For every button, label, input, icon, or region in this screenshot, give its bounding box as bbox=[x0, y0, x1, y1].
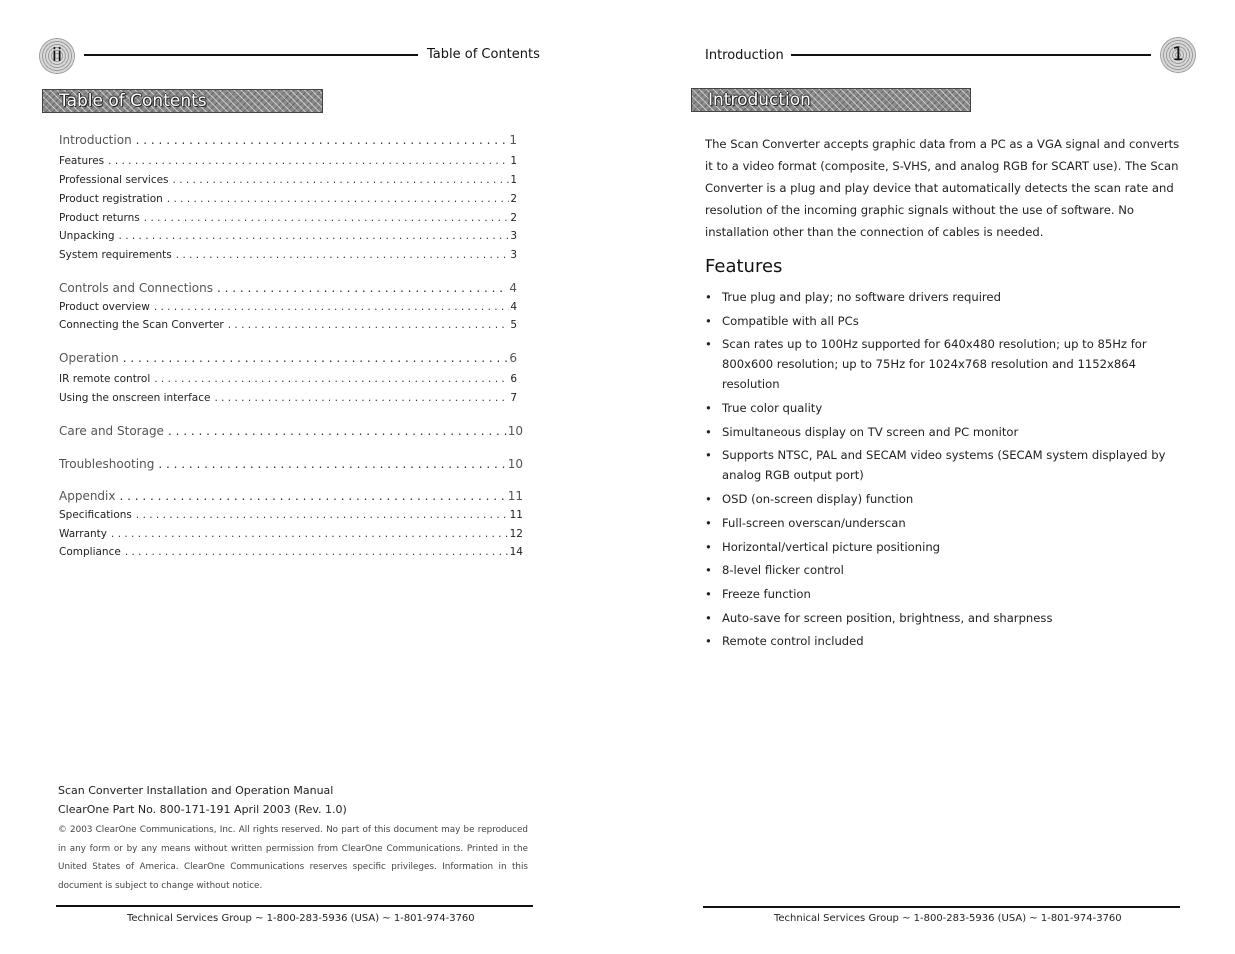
toc-entry-page: 4 bbox=[510, 301, 517, 313]
toc-entry bbox=[59, 319, 517, 331]
toc-leader-dots bbox=[119, 489, 506, 503]
toc-entry bbox=[59, 351, 517, 365]
toc-entry bbox=[59, 281, 517, 295]
feature-item: • Remote control included bbox=[705, 631, 1189, 651]
toc-entry-page: 1 bbox=[509, 133, 517, 147]
left-page bbox=[0, 0, 617, 954]
section-banner bbox=[691, 88, 971, 112]
toc-leader-dots bbox=[173, 174, 510, 186]
toc-leader-dots bbox=[228, 319, 510, 331]
toc-entry-title: Troubleshooting bbox=[59, 457, 155, 471]
toc-entry-title: System requirements bbox=[59, 249, 172, 261]
toc-leader-dots bbox=[111, 528, 509, 540]
feature-item: • OSD (on-screen display) function bbox=[705, 489, 1189, 509]
toc-entry bbox=[59, 212, 517, 224]
copyright-notice: © 2003 ClearOne Communications, Inc. All rights reserved. No part of this document may be reproduced in any form or by any means without written permission from ClearOne Communications. Printed in the United States of America. ClearOne Communications reserves specific privileges. Information in this document is subject to change without notice. bbox=[58, 825, 528, 892]
header-rule bbox=[84, 54, 418, 56]
toc-leader-dots bbox=[136, 509, 509, 521]
feature-item: • 8-level flicker control bbox=[705, 560, 1189, 580]
toc-entry-title: Unpacking bbox=[59, 230, 115, 242]
toc-entry bbox=[59, 249, 517, 261]
feature-item: • Compatible with all PCs bbox=[705, 311, 1189, 331]
toc-entry-title: Warranty bbox=[59, 528, 108, 540]
toc-entry-page: 10 bbox=[507, 424, 523, 438]
toc-entry-title: Appendix bbox=[59, 489, 116, 503]
page-number: 1 bbox=[1171, 43, 1185, 65]
banner-title: Introduction bbox=[708, 90, 811, 110]
page-number-badge bbox=[1160, 37, 1196, 73]
feature-item: • Horizontal/vertical picture positioning bbox=[705, 537, 1189, 557]
toc-leader-dots bbox=[168, 424, 507, 438]
toc-entry-page: 14 bbox=[509, 546, 523, 558]
toc-leader-dots bbox=[144, 212, 510, 224]
page-number: ii bbox=[51, 44, 63, 66]
features-list bbox=[705, 287, 1189, 655]
toc-entry bbox=[59, 546, 523, 558]
toc-entry-title: Features bbox=[59, 155, 105, 167]
toc-leader-dots bbox=[167, 193, 510, 205]
toc-leader-dots bbox=[125, 546, 509, 558]
features-heading: Features bbox=[705, 256, 783, 277]
toc-entry-title: Care and Storage bbox=[59, 424, 164, 438]
footer-rule bbox=[56, 905, 533, 907]
toc-entry bbox=[59, 392, 517, 404]
toc-entry-page: 6 bbox=[509, 351, 517, 365]
section-banner bbox=[42, 89, 323, 113]
toc-entry-title: Introduction bbox=[59, 133, 132, 147]
running-head: Introduction bbox=[705, 48, 784, 63]
toc-entry-page: 10 bbox=[507, 457, 523, 471]
toc-entry-page: 1 bbox=[510, 174, 517, 186]
toc-leader-dots bbox=[154, 373, 509, 385]
toc-entry-page: 2 bbox=[510, 193, 517, 205]
feature-item: • True plug and play; no software drivers required bbox=[705, 287, 1189, 307]
toc-entry-page: 4 bbox=[509, 281, 517, 295]
toc-entry-title: Controls and Connections bbox=[59, 281, 213, 295]
toc-entry-title: Using the onscreen interface bbox=[59, 392, 211, 404]
feature-item: • Supports NTSC, PAL and SECAM video systems (SECAM system displayed by analog RGB output port) bbox=[705, 445, 1189, 485]
toc-entry bbox=[59, 424, 523, 438]
toc-leader-dots bbox=[214, 392, 509, 404]
toc-entry-title: Compliance bbox=[59, 546, 121, 558]
banner-title: Table of Contents bbox=[59, 91, 207, 111]
footer-contact: Technical Services Group ~ 1-800-283-5936 (USA) ~ 1-801-974-3760 bbox=[127, 913, 475, 924]
toc-entry-title: Operation bbox=[59, 351, 119, 365]
footer-contact: Technical Services Group ~ 1-800-283-5936 (USA) ~ 1-801-974-3760 bbox=[774, 913, 1122, 924]
toc-leader-dots bbox=[108, 155, 509, 167]
toc-entry bbox=[59, 509, 523, 521]
toc-entry-title: Product overview bbox=[59, 301, 150, 313]
toc-leader-dots bbox=[176, 249, 510, 261]
toc-entry bbox=[59, 193, 517, 205]
running-head: Table of Contents bbox=[427, 47, 540, 62]
intro-paragraph: The Scan Converter accepts graphic data from a PC as a VGA signal and converts it to a video format (composite, S-VHS, and analog RGB for SCART use). The Scan Converter is a plug and play device that automatically detects the scan rate and resolution of the incoming graphic signals without the use of software. No installation other than the connection of cables is needed. bbox=[705, 137, 1180, 239]
toc-leader-dots bbox=[158, 457, 506, 471]
toc-entry-page: 5 bbox=[510, 319, 517, 331]
manual-title: Scan Converter Installation and Operation Manual bbox=[58, 784, 334, 797]
toc-leader-dots bbox=[119, 230, 510, 242]
toc-entry-title: IR remote control bbox=[59, 373, 151, 385]
part-number: ClearOne Part No. 800-171-191 April 2003 (Rev. 1.0) bbox=[58, 802, 347, 816]
toc-entry bbox=[59, 457, 523, 471]
toc-entry-title: Professional services bbox=[59, 174, 169, 186]
toc-entry-page: 11 bbox=[509, 509, 523, 521]
toc-leader-dots bbox=[136, 133, 509, 147]
page-number-badge bbox=[39, 38, 75, 74]
footer-rule bbox=[703, 906, 1180, 908]
toc-entry bbox=[59, 373, 517, 385]
toc-entry bbox=[59, 301, 517, 313]
feature-item: • Simultaneous display on TV screen and PC monitor bbox=[705, 422, 1189, 442]
toc-entry-page: 6 bbox=[510, 373, 517, 385]
feature-item: • Full-screen overscan/underscan bbox=[705, 513, 1189, 533]
toc-entry bbox=[59, 528, 523, 540]
toc-leader-dots bbox=[123, 351, 509, 365]
toc-entry-page: 7 bbox=[510, 392, 517, 404]
toc-entry bbox=[59, 174, 517, 186]
toc-leader-dots bbox=[217, 281, 508, 295]
toc-entry-page: 3 bbox=[510, 230, 517, 242]
toc-entry bbox=[59, 489, 523, 503]
feature-item: • Freeze function bbox=[705, 584, 1189, 604]
right-page bbox=[617, 0, 1235, 954]
toc-entry-title: Product registration bbox=[59, 193, 163, 205]
toc-entry-page: 12 bbox=[509, 528, 523, 540]
toc-entry-page: 3 bbox=[510, 249, 517, 261]
feature-item: • True color quality bbox=[705, 398, 1189, 418]
toc-entry-title: Product returns bbox=[59, 212, 140, 224]
toc-entry-title: Specifications bbox=[59, 509, 132, 521]
toc-entry-page: 11 bbox=[507, 489, 523, 503]
toc-entry bbox=[59, 155, 517, 167]
toc-entry-page: 2 bbox=[510, 212, 517, 224]
toc-entry bbox=[59, 230, 517, 242]
toc-entry-page: 1 bbox=[510, 155, 517, 167]
feature-item: • Scan rates up to 100Hz supported for 640x480 resolution; up to 85Hz for 800x600 resolution; up to 75Hz for 1024x768 resolution and 1152x864 resolution bbox=[705, 334, 1189, 394]
toc-entry bbox=[59, 133, 517, 147]
feature-item: • Auto-save for screen position, brightness, and sharpness bbox=[705, 608, 1189, 628]
toc-leader-dots bbox=[154, 301, 510, 313]
toc-entry-title: Connecting the Scan Converter bbox=[59, 319, 224, 331]
publication-info bbox=[58, 782, 528, 896]
header-rule bbox=[791, 54, 1151, 56]
